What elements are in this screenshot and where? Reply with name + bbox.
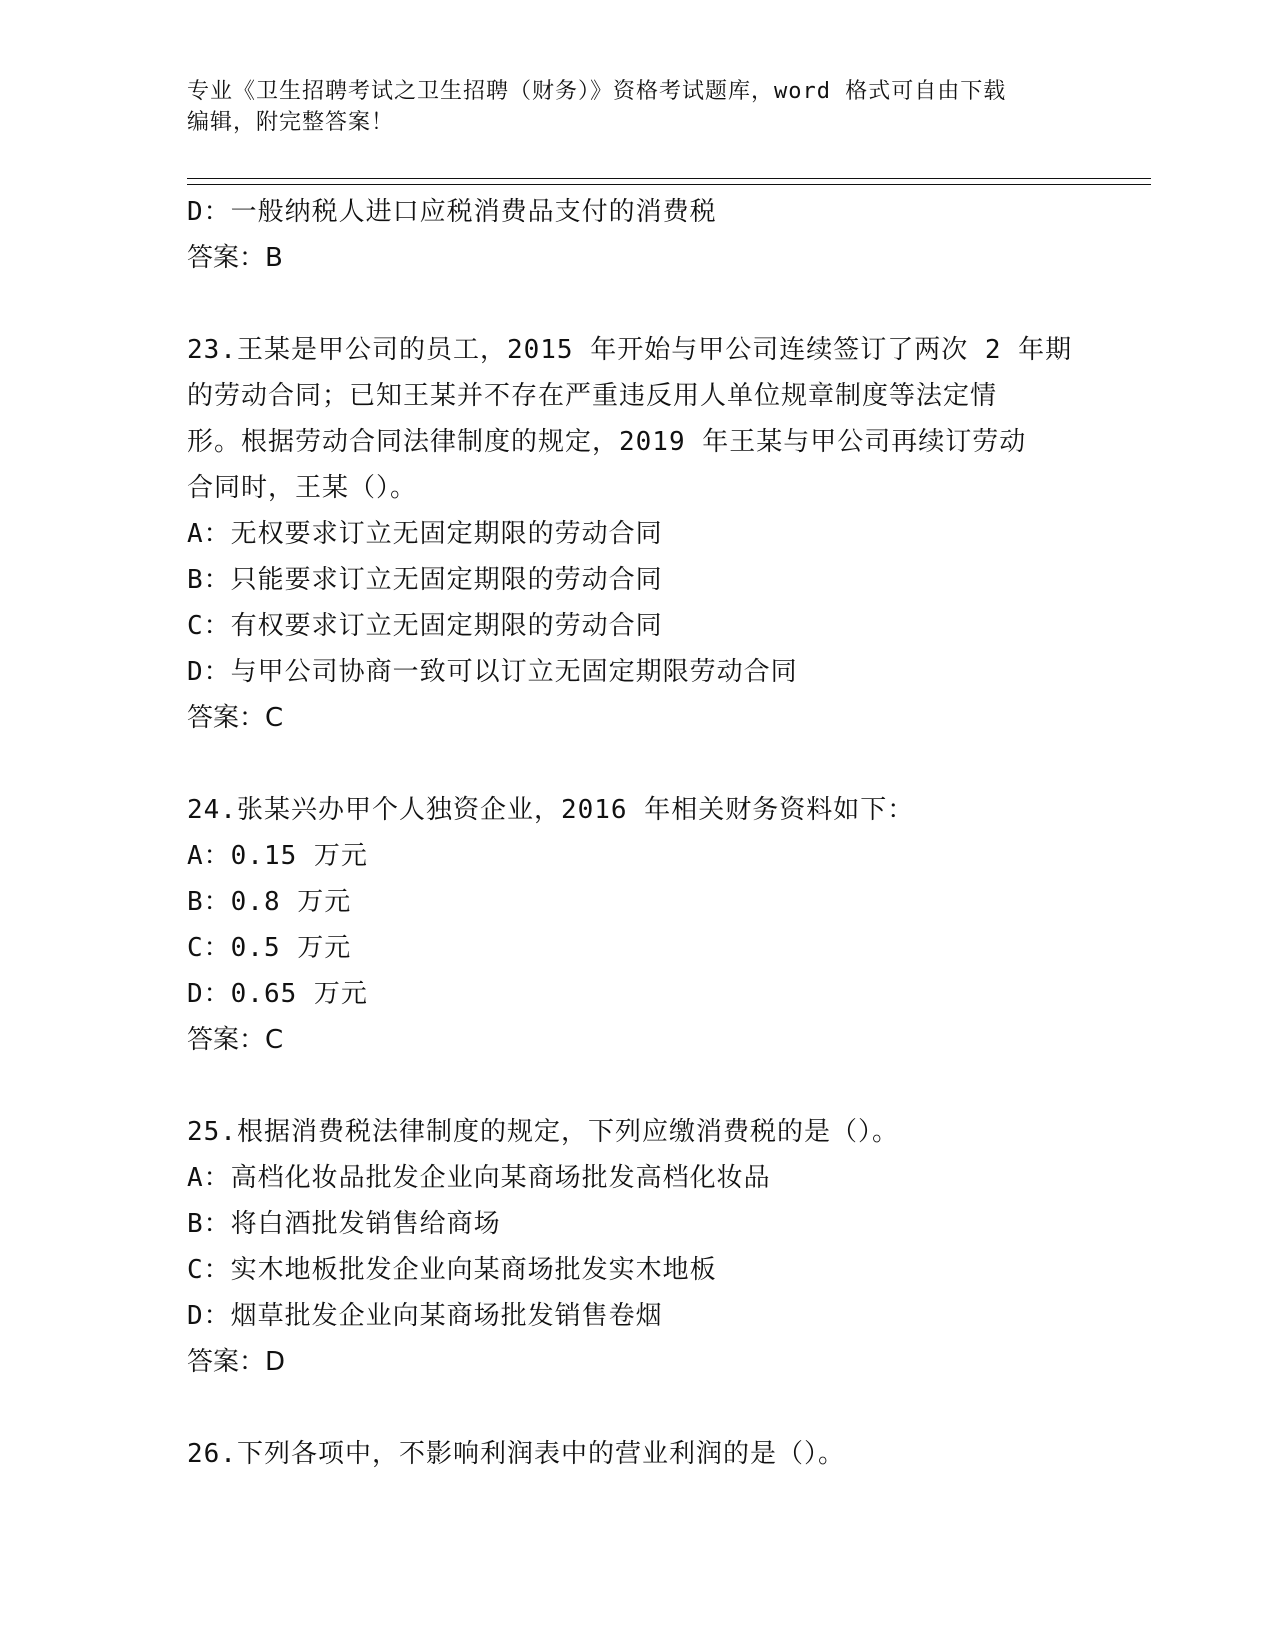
header-rule-bottom bbox=[187, 184, 1151, 185]
question-26 bbox=[187, 1431, 1127, 1477]
prev-question-tail bbox=[187, 189, 1127, 281]
question-stem-line: 25.根据消费税法律制度的规定，下列应缴消费税的是（）。 bbox=[187, 1117, 899, 1147]
answer-line: 答案：C bbox=[187, 1025, 284, 1055]
option-a: A：无权要求订立无固定期限的劳动合同 bbox=[187, 519, 663, 549]
header-line-2: 编辑，附完整答案！ bbox=[187, 110, 395, 135]
option-d: D：一般纳税人进口应税消费品支付的消费税 bbox=[187, 197, 717, 227]
spacer bbox=[187, 1385, 1127, 1431]
question-23 bbox=[187, 327, 1127, 741]
option-d: D：烟草批发企业向某商场批发销售卷烟 bbox=[187, 1301, 663, 1331]
spacer bbox=[187, 1063, 1127, 1109]
option-d: D：0.65 万元 bbox=[187, 979, 368, 1009]
option-d: D：与甲公司协商一致可以订立无固定期限劳动合同 bbox=[187, 657, 798, 687]
question-stem-line: 形。根据劳动合同法律制度的规定，2019 年王某与甲公司再续订劳动 bbox=[187, 427, 1027, 457]
question-stem-line: 23.王某是甲公司的员工，2015 年开始与甲公司连续签订了两次 2 年期 bbox=[187, 335, 1073, 365]
question-24 bbox=[187, 787, 1127, 1063]
spacer bbox=[187, 741, 1127, 787]
answer-line: 答案：C bbox=[187, 703, 284, 733]
question-stem-line: 的劳动合同；已知王某并不存在严重违反用人单位规章制度等法定情 bbox=[187, 381, 998, 411]
document-header bbox=[187, 76, 1067, 138]
question-stem-line: 26.下列各项中，不影响利润表中的营业利润的是（）。 bbox=[187, 1439, 845, 1469]
option-c: C：0.5 万元 bbox=[187, 933, 352, 963]
answer-line: 答案：D bbox=[187, 1347, 286, 1377]
answer-line: 答案：B bbox=[187, 243, 283, 273]
option-b: B：0.8 万元 bbox=[187, 887, 352, 917]
option-a: A：高档化妆品批发企业向某商场批发高档化妆品 bbox=[187, 1163, 771, 1193]
option-a: A：0.15 万元 bbox=[187, 841, 368, 871]
option-b: B：只能要求订立无固定期限的劳动合同 bbox=[187, 565, 663, 595]
option-c: C：实木地板批发企业向某商场批发实木地板 bbox=[187, 1255, 717, 1285]
question-stem-line: 24.张某兴办甲个人独资企业，2016 年相关财务资料如下： bbox=[187, 795, 915, 825]
question-content bbox=[187, 189, 1127, 1477]
header-line-1: 专业《卫生招聘考试之卫生招聘（财务）》资格考试题库，word 格式可自由下载 bbox=[187, 79, 1007, 104]
question-25 bbox=[187, 1109, 1127, 1385]
option-c: C：有权要求订立无固定期限的劳动合同 bbox=[187, 611, 663, 641]
spacer bbox=[187, 281, 1127, 327]
option-b: B：将白酒批发销售给商场 bbox=[187, 1209, 501, 1239]
header-rule-top bbox=[187, 178, 1151, 179]
question-stem-line: 合同时，王某（）。 bbox=[187, 473, 418, 503]
